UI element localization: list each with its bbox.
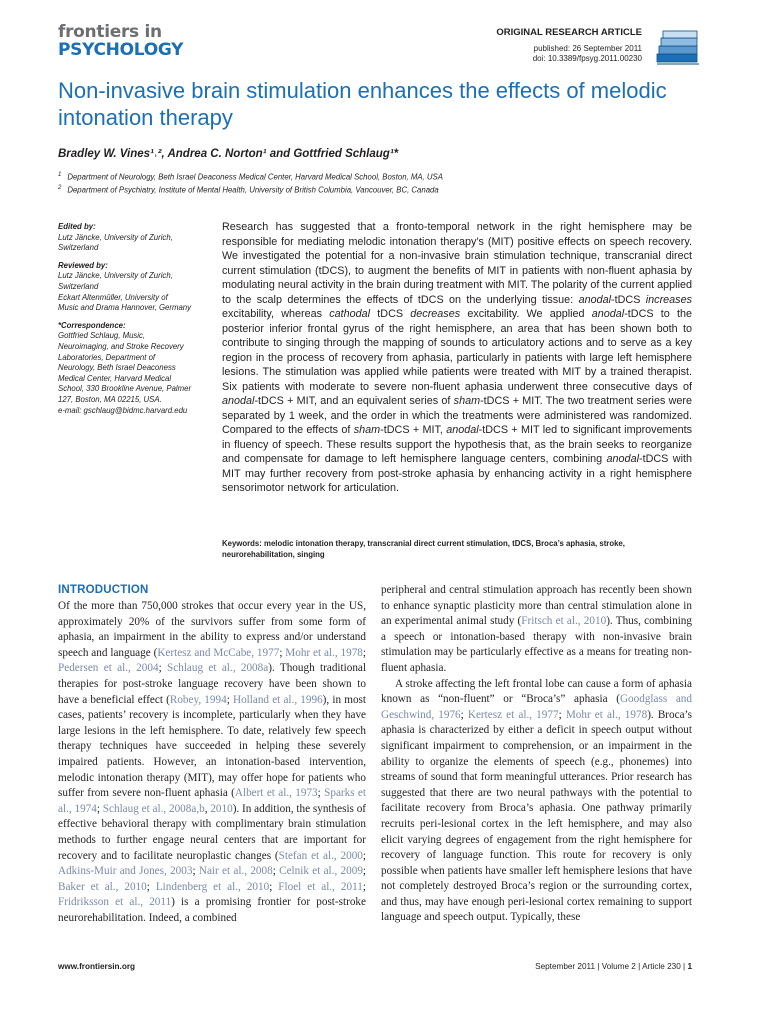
reviewed-by-block	[58, 261, 208, 314]
text-run: -tDCS + MIT,	[380, 424, 447, 436]
text-run: ) is a promising frontier for post-stroke neurorehabilitation. Indeed, a combined	[58, 896, 366, 924]
text-run: ;	[158, 662, 168, 675]
affiliation-1-number: 1	[58, 172, 62, 178]
sidebar-line: Switzerland	[58, 243, 99, 253]
sidebar-line: Neurology, Beth Israel Deaconess	[58, 363, 176, 373]
correspondence-block	[58, 321, 208, 416]
affiliation-1	[58, 172, 443, 182]
text-run: ). Broca’s aphasia is characterized by either a deficit in speech output without significant impairment to comprehension, or an impairment in the ability to organize the elements of speech (e.g., phonemes) into streams of sound that form meaningful utterances. Prior research has suggested that there are two neural pathways with the potential to facilitate recovery from Broca’s aphasia. One pathway primarily recruits peri-lesional cortex in the left hemisphere, and may also elicit varying degrees of engagement from the right hemisphere for recovery of language function. This route for recovery is only possible when patients have smaller left hemisphere lesions that have not completely destroyed Broca’s region or the surrounding cortex, and thus, may have enough peri-lesional cortex remaining to support language and speech output. Typically, these	[381, 708, 693, 924]
citation-link[interactable]: Kertesz et al., 1977	[467, 708, 559, 721]
text-run: -tDCS to the posterior inferior frontal gyrus of the right hemisphere, an area that has been shown both to contribute to singing through the mapping of sounds to articulatory actions and to serve as a key region in the process of recovery from aphasia, particularly in patients with large left hemisphere lesions. The stimulation was applied while patients were treated with MIT by a trained therapist. Six patients with moderate to severe non-fluent aphasia underwent three consecutive days of	[222, 308, 693, 393]
sidebar-line: Laboratories, Department of	[58, 352, 156, 362]
text-run: ;	[362, 849, 366, 862]
sidebar-line: 127, Boston, MA 02215, USA.	[58, 394, 162, 404]
text-run: -tDCS with MIT may further recovery from post-stroke aphasia by enhancing activity in a right hemisphere sensorimotor network for articulation.	[222, 453, 692, 494]
intro-paragraph-1-continued	[381, 583, 692, 677]
text-run: ;	[192, 865, 199, 878]
sidebar-line: Music and Drama Hannover, Germany	[58, 303, 192, 313]
article-title: Non-invasive brain stimulation enhances the effects of melodic intonation therapy	[58, 78, 667, 130]
sidebar-line: Lutz Jäncke, University of Zurich,	[58, 232, 173, 242]
text-run: ;	[96, 802, 103, 815]
correspondence-lines	[58, 331, 208, 416]
intro-paragraph-2	[381, 677, 692, 927]
citation-link[interactable]: Celnik et al., 2009	[279, 865, 363, 878]
body-column-right	[381, 583, 692, 926]
text-run: ). In addition, the synthesis of effective behavioral therapy with complimentary brain stimulation methods to further engage neural centers that are important for recovery and to facilitate neuroplastic changes (	[58, 802, 367, 862]
sidebar-line: School, 330 Brookline Avenue, Palmer	[58, 384, 192, 394]
correspondence-label: *Correspondence:	[58, 320, 126, 330]
text-run: ;	[272, 865, 280, 878]
reviewed-by-label: Reviewed by:	[58, 260, 108, 270]
citation-link[interactable]: Sparks et al., 1974	[58, 787, 367, 815]
text-run: -tDCS + MIT, and an equivalent series of	[254, 395, 454, 407]
text-run: ;	[279, 646, 286, 659]
text-run: ). Thus, combining a speech or intonation-based therapy with non-invasive brain stimulation may be particularly effective as a means for treating non-fluent aphasia.	[381, 615, 692, 674]
citation-link[interactable]: Schlaug et al., 2008a	[167, 662, 269, 675]
article-type: ORIGINAL RESEARCH ARTICLE	[496, 27, 642, 38]
journal-stack-icon	[653, 26, 703, 70]
citation-link[interactable]: Stefan et al., 2000	[278, 849, 363, 862]
text-run: anodal	[222, 395, 255, 407]
text-run: ;	[558, 708, 566, 721]
citation-link[interactable]: Holland et al., 1996	[232, 693, 323, 706]
citation-link[interactable]: Goodglass and Geschwind, 1976	[381, 693, 692, 721]
reviewed-by-lines	[58, 271, 208, 313]
citation-link[interactable]: Lindenberg et al., 2010	[155, 880, 270, 893]
citation-link[interactable]: Nair et al., 2008	[198, 865, 273, 878]
citation-link[interactable]: Albert et al., 1973	[234, 787, 318, 800]
text-run: ). Though traditional therapies for post-stroke language recovery have been shown to have a beneficial effect (	[58, 662, 367, 706]
affiliation-2-text: Department of Psychiatry, Institute of Mental Health, University of British Columbia, Vancouver, BC, Canada	[67, 185, 439, 195]
affiliation-2	[58, 185, 439, 195]
text-run: anodal	[606, 453, 639, 465]
text-run: excitability, whereas	[222, 308, 330, 320]
edited-by-block	[58, 222, 208, 254]
text-run: tDCS	[370, 308, 411, 320]
text-run: sham	[353, 424, 381, 436]
section-heading-introduction: INTRODUCTION	[58, 584, 149, 596]
text-run: anodal	[591, 308, 625, 320]
text-run: A stroke affecting the left frontal lobe can cause a form of aphasia known as “non-fluent” or “Broca’s” aphasia (	[381, 677, 692, 706]
citation-link[interactable]: Fridriksson et al., 2011	[58, 896, 172, 909]
edited-by-label: Edited by:	[58, 222, 96, 231]
doi: doi: 10.3389/fpsyg.2011.00230	[532, 54, 642, 63]
text-run: increases	[645, 293, 692, 306]
text-run: ;	[362, 646, 366, 659]
sidebar-line: Eckart Altenmüller, University of	[58, 292, 168, 302]
text-run: ;	[362, 880, 366, 893]
affiliation-2-number: 2	[58, 185, 62, 191]
affiliation-1-text: Department of Neurology, Beth Israel Deaconess Medical Center, Harvard Medical School, Boston, MA, USA	[67, 172, 443, 182]
text-run: cathodal	[329, 308, 371, 320]
text-run: excitability. We applied	[460, 308, 592, 320]
citation-link[interactable]: Kertesz and McCabe, 1977	[157, 646, 280, 659]
text-run: ;	[146, 880, 156, 893]
editorial-sidebar	[58, 222, 208, 423]
abstract	[222, 220, 692, 496]
text-run: decreases	[410, 308, 461, 320]
footer-info	[535, 962, 692, 971]
sidebar-line: Neuroimaging, and Stroke Recovery	[58, 341, 184, 351]
text-run: Of the more than 750,000 strokes that occur every year in the US, approximately 20% of the survivors suffer from some form of aphasia, an impairment in the ability to express and/or understand speech and language (	[58, 600, 366, 659]
sidebar-line: Lutz Jäncke, University of Zurich,	[58, 271, 173, 281]
text-run: -tDCS + MIT led to significant improvements in fluency of speech. These results support the hypothesis that, as the brain seeks to reorganize and compensate for damage to left hemisphere language centers, combining	[222, 424, 692, 465]
citation-link[interactable]: Robey, 1994	[169, 693, 227, 706]
edited-by-lines	[58, 233, 208, 254]
citation-link[interactable]: Mohr et al., 1978	[565, 708, 648, 721]
page-number: 1	[687, 962, 692, 971]
intro-paragraph-1	[58, 599, 366, 926]
text-run: ;	[460, 708, 468, 721]
logo-line-1: frontiers in	[58, 22, 162, 42]
body-column-left	[58, 599, 366, 926]
keywords: Keywords: melodic intonation therapy, transcranial direct current stimulation, tDCS, Broca’s aphasia, stroke, neurorehabilitation, singing	[222, 539, 625, 559]
citation-link[interactable]: 2010	[210, 802, 233, 815]
footer-url[interactable]: www.frontiersin.org	[58, 962, 136, 971]
sidebar-line: Medical Center, Harvard Medical	[58, 373, 172, 383]
citation-link[interactable]: Baker et al., 2010	[58, 880, 147, 893]
citation-link[interactable]: Mohr et al., 1978	[285, 646, 363, 659]
text-run: peripheral and central stimulation approach has recently been shown to enhance synaptic plasticity more than central stimulation alone in an experimental animal study (	[381, 584, 692, 628]
sidebar-line: e-mail: gschlaug@bidmc.harvard.edu	[58, 405, 188, 415]
published-date: published: 26 September 2011	[533, 44, 642, 53]
sidebar-line: Switzerland	[58, 281, 99, 291]
text-run: anodal	[578, 293, 611, 306]
author-list: Bradley W. Vines¹˒², Andrea C. Norton¹ and Gottfried Schlaug¹*	[58, 148, 399, 160]
footer-issue-info: September 2011 | Volume 2 | Article 230 |	[535, 962, 688, 971]
citation-link[interactable]: Floel et al., 2011	[278, 880, 363, 893]
citation-link[interactable]: Fritsch et al., 2010	[521, 615, 607, 628]
citation-link[interactable]: Schlaug et al., 2008a,b	[102, 802, 205, 815]
text-run: ,	[204, 802, 211, 815]
citation-link[interactable]: Pedersen et al., 2004	[58, 662, 159, 675]
text-run: -tDCS	[611, 293, 646, 306]
citation-link[interactable]: Adkins-Muir and Jones, 2003	[58, 865, 193, 878]
sidebar-line: Gottfried Schlaug, Music,	[58, 331, 146, 341]
text-run: sham	[453, 395, 481, 407]
text-run: -tDCS + MIT. The two treatment series were separated by 1 week, and the order in which the treatments were administered was randomized. Compared to the effects of	[222, 395, 693, 436]
text-run: ;	[317, 787, 325, 800]
text-run: anodal	[446, 424, 479, 436]
logo-line-2: PSYCHOLOGY	[58, 40, 184, 60]
text-run: ;	[269, 880, 279, 893]
journal-logo	[58, 24, 183, 59]
text-run: Research has suggested that a fronto-temporal network in the right hemisphere may be responsible for mediating melodic intonation therapy’s (MIT) positive effects on speech recovery. We investigated the potential for a non-invasive brain stimulation technique, transcranial direct current stimulation (tDCS), to augment the benefits of MIT in patients with non-fluent aphasia by modulating neural activity in the brain during treatment with MIT. The polarity of the current applied to the scalp determines the effects of tDCS on the underlying tissue:	[222, 221, 692, 306]
text-run: ;	[362, 865, 367, 878]
text-run: ), in most cases, patients’ recovery is incomplete, particularly when they have large lesions in the left hemisphere. To date, relatively few speech therapy techniques have succeeded in helping these severely impaired patients. However, an intonation-based intervention, melodic intonation therapy (MIT), may offer hope for patients who suffer from severe non-fluent aphasia (	[58, 693, 367, 800]
text-run: ;	[226, 693, 233, 706]
